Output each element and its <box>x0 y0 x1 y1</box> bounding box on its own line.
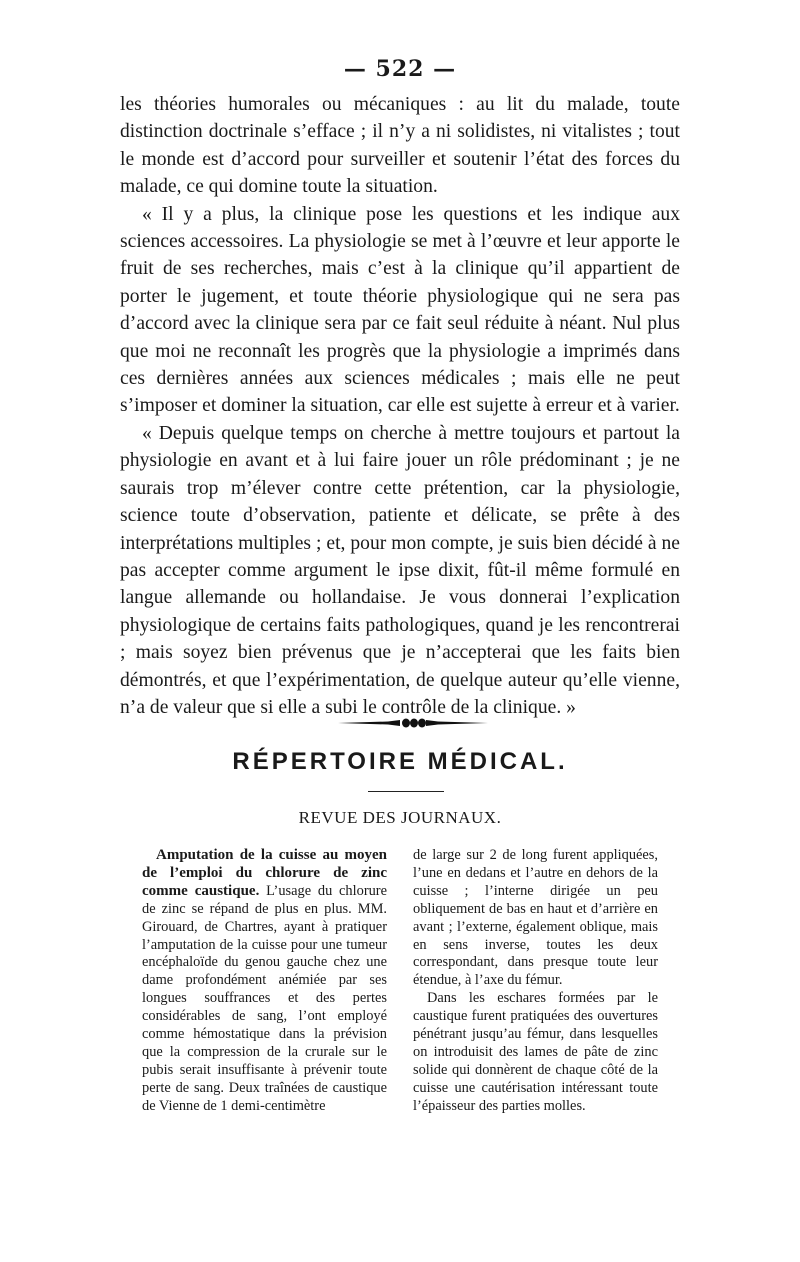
page-number: — 522 — <box>343 56 457 82</box>
main-text-body <box>120 91 680 721</box>
right-column <box>413 847 658 1116</box>
left-column <box>142 847 387 1116</box>
article-paragraph <box>142 847 387 1116</box>
paragraph-physiologie: « Depuis quelque temps on cherche à mettre toujours et partout la physiologie en avant et à lui faire jouer un rôle prédominant ; je ne saurais trop m’élever contre cette prétention, car la physiologie, science toute d’observation, patiente et délicate, se prête à des interprétations multiples ; et, pour mon compte, je suis bien décidé à ne pas accepter comme argument le ipse dixit, fût-il même formulé en langue allemande ou hollandaise. Je vous donnerai l’explication physiologique de certains faits pathologiques, quand je les rencontrerai ; mais soyez bien prévenus que je n’accepterai que les faits bien démontrés, et que l’expérimentation, de quelque auteur qu’elle vienne, n’a de valeur que si elle a subi le contrôle de la clinique. » <box>120 422 680 718</box>
paragraph-clinique: « Il y a plus, la clinique pose les questions et les indique aux sciences accessoires. La physiologie se met à l’œuvre et leur apporte le fruit de ses recherches, mais c’est à la clinique qu’il appartient de porter le jugement, et toute théorie physiologique qui ne sera pas d’accord avec la clinique sera par ce fait seul réduite à néant. Nul plus que moi ne reconnaît les progrès que la physiologie a imprimés dans ces dernières années aux sciences médicales ; mais elle ne peut s’imposer et dominer la situation, car elle est sujette à erreur et à varier. <box>120 203 680 417</box>
title-rule <box>368 791 444 792</box>
subsection-title: REVUE DES JOURNAUX. <box>298 808 502 827</box>
article-body-right-1: de large sur 2 de long furent appliquées, l’une en dedans et l’autre en dehors de la cuisse ; l’interne dirigée un peu obliquement de bas en haut et d’arrière en avant ; l’externe, également oblique, mais en sens inverse, toutes les deux correspondant, dans presque toute leur étendue, à l’axe du fémur. <box>413 847 658 989</box>
article-body-right-2: Dans les eschares formées par le caustique furent pratiquées des ouvertures pénétrant jusqu’au fémur, dans lesquelles on introduisit des lames de pâte de zinc solide qui donnèrent de chaque côté de la cuisse une cautérisation intéressant toute l’épaisseur des parties molles. <box>413 990 658 1114</box>
article-title: Amputation de la cuisse au moyen de l’emploi du chlorure de zinc comme caustique. <box>142 847 387 899</box>
paragraph-theories: les théories humorales ou mécaniques : au lit du malade, toute distinction doctrinale s’efface ; il n’y a ni solidistes, ni vitalistes ; tout le monde est d’accord pour surveiller et soutenir l’état des forces du malade, ce qui domine toute la situation. <box>120 94 680 198</box>
article-body-left: L’usage du chlorure de zinc se répand de plus en plus. MM. Girouard, de Chartres, ayant à pratiquer l’amputation de la cuisse pour une tumeur encéphaloïde du genou gauche chez une dame profondément anémiée par ses longues souffrances et des pertes considérables de sang, l’ont employé comme hémostatique dans la prévision que la compression de la crurale sur le pubis serait insuffisante à prévenir toute perte de sang. Deux traînées de caustique de Vienne de 1 demi-centimètre <box>142 882 387 1114</box>
ornament-divider <box>338 716 488 730</box>
section-title: RÉPERTOIRE MÉDICAL. <box>232 748 568 775</box>
